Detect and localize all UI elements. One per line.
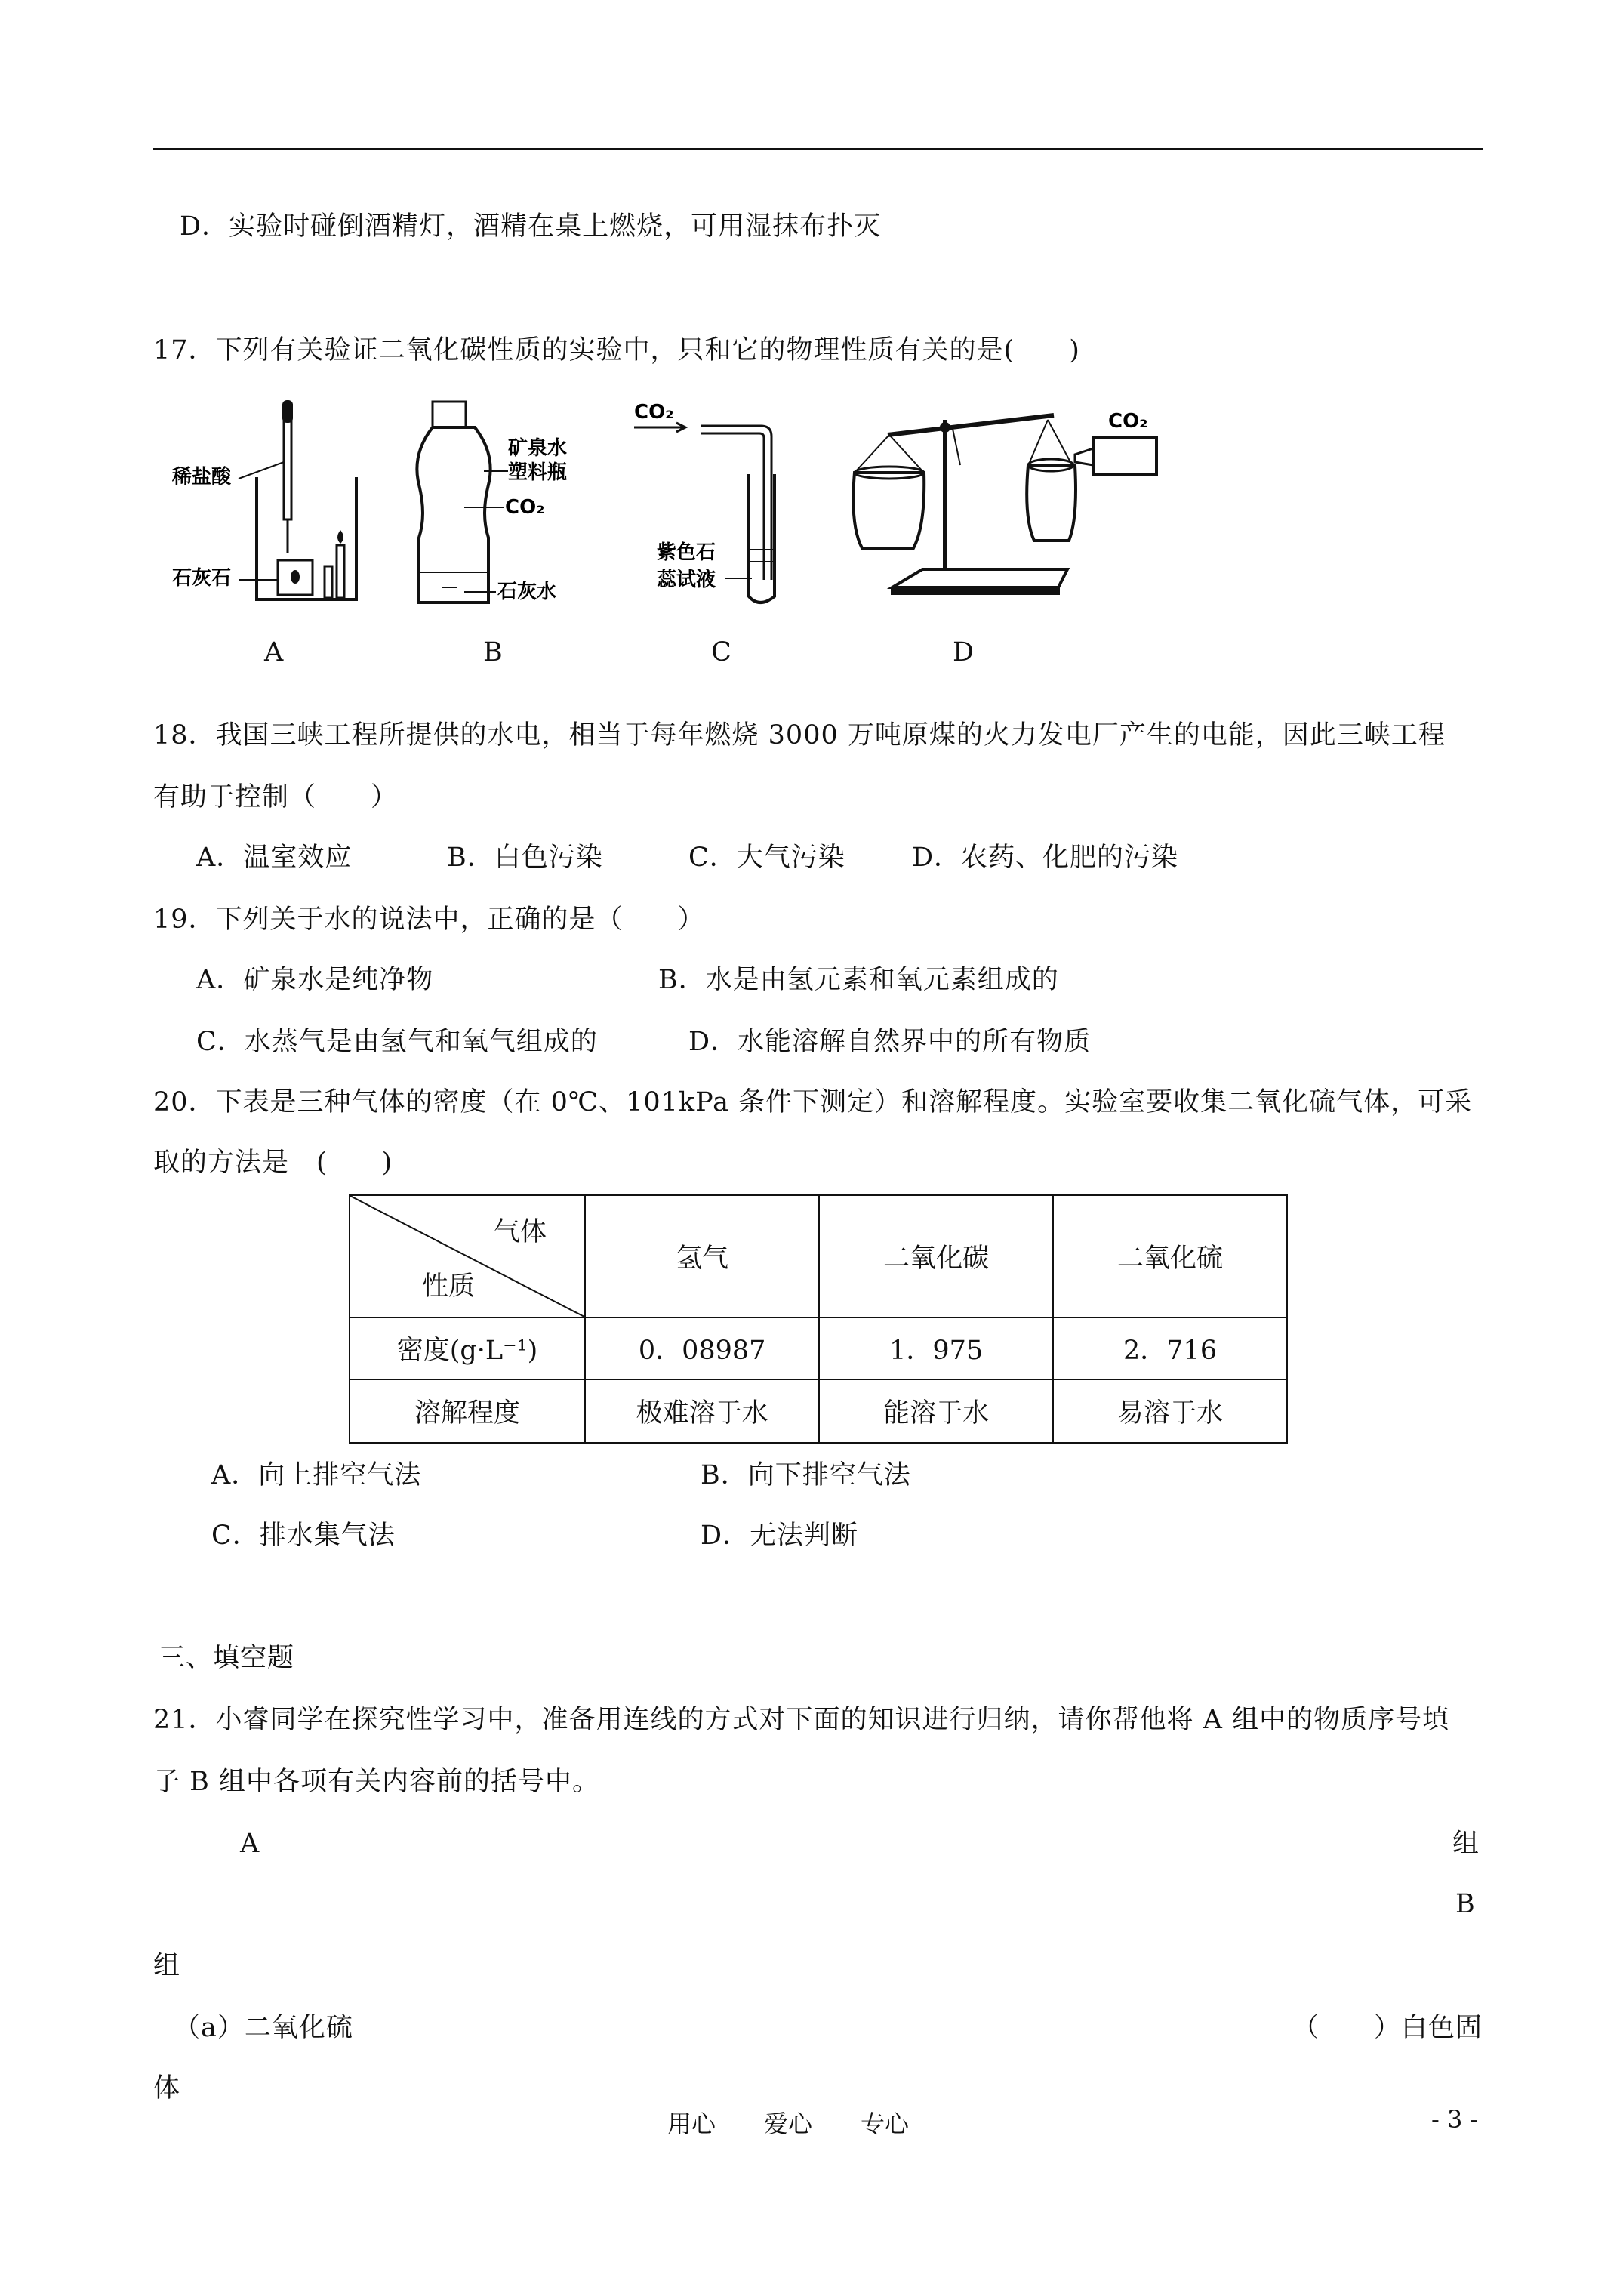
solubility-carbon-dioxide: 能溶于水 xyxy=(819,1379,1053,1443)
header-sulfur-dioxide: 二氧化硫 xyxy=(1053,1195,1287,1318)
q21-text-line1: 21．小睿同学在探究性学习中，准备用连线的方式对下面的知识进行归纳，请你帮他将 A 组中的物质序号填 xyxy=(153,1705,1450,1735)
figure-b-label-co2: CO₂ xyxy=(505,496,545,519)
gas-property-table xyxy=(349,1194,1288,1444)
q19-option-d: D．水能溶解自然界中的所有物质 xyxy=(688,1027,1092,1057)
q19-option-c: C．水蒸气是由氢气和氧气组成的 xyxy=(196,1027,598,1057)
figure-a-label-acid: 稀盐酸 xyxy=(172,466,232,488)
table-corner-cell xyxy=(350,1195,585,1318)
table-row xyxy=(350,1379,1287,1443)
figure-b-label-bottle: 塑料瓶 xyxy=(508,461,568,484)
figure-c-label-co2: CO₂ xyxy=(634,401,674,424)
header-hydrogen: 氢气 xyxy=(585,1195,819,1318)
group-b-item-continued: 体 xyxy=(153,2073,181,2103)
q18-text-line2: 有助于控制（ ） xyxy=(153,782,399,812)
group-b-item-blank: （ ）白色固 xyxy=(1292,2013,1483,2043)
solubility-hydrogen: 极难溶于水 xyxy=(585,1379,819,1443)
q19-text: 19．下列关于水的说法中，正确的是（ ） xyxy=(153,905,705,935)
figure-b-label-mineral-water: 矿泉水 xyxy=(508,437,568,460)
q20-option-d: D．无法判断 xyxy=(701,1521,859,1551)
density-sulfur-dioxide: 2．716 xyxy=(1053,1318,1287,1379)
q21-text-line2: 子 B 组中各项有关内容前的括号中。 xyxy=(153,1767,599,1797)
row-label-density: 密度(g·L⁻¹) xyxy=(350,1318,585,1379)
group-a-item-a: （a）二氧化硫 xyxy=(174,2013,353,2043)
q20-option-a: A．向上排空气法 xyxy=(211,1460,422,1490)
row-label-solubility: 溶解程度 xyxy=(350,1379,585,1443)
figure-c-label-litmus-1: 紫色石 xyxy=(657,541,716,564)
q18-option-b: B．白色污染 xyxy=(447,843,603,873)
solubility-sulfur-dioxide: 易溶于水 xyxy=(1053,1379,1287,1443)
density-carbon-dioxide: 1．975 xyxy=(819,1318,1053,1379)
figure-a-label-limestone: 石灰石 xyxy=(172,567,232,590)
section-title-fill-in: 三、填空题 xyxy=(159,1643,295,1673)
q20-text-line1: 20．下表是三种气体的密度（在 0℃、101kPa 条件下测定）和溶解程度。实验室要收集二氧化硫气体，可采 xyxy=(153,1087,1473,1117)
group-a-label: A xyxy=(240,1829,260,1859)
q20-option-b: B．向下排空气法 xyxy=(701,1460,911,1490)
q17-text: 17．下列有关验证二氧化碳性质的实验中，只和它的物理性质有关的是( ) xyxy=(153,335,1080,365)
q18-option-c: C．大气污染 xyxy=(688,843,845,873)
figure-a xyxy=(166,387,377,606)
group-b-zu: 组 xyxy=(153,1951,181,1981)
corner-label-gas: 气体 xyxy=(493,1217,547,1247)
page-number: - 3 - xyxy=(1431,2105,1479,2134)
q16-option-d: D．实验时碰倒酒精灯，酒精在桌上燃烧，可用湿抹布扑灭 xyxy=(180,211,882,242)
figure-c-label-litmus-2: 蕊试液 xyxy=(657,569,716,591)
q18-option-d: D．农药、化肥的污染 xyxy=(912,843,1179,873)
figure-caption-a: A xyxy=(264,637,284,667)
figure-b-label-limewater: 石灰水 xyxy=(497,581,557,603)
header-carbon-dioxide: 二氧化碳 xyxy=(819,1195,1053,1318)
figure-caption-b: B xyxy=(483,637,503,667)
header-rule xyxy=(153,148,1483,150)
figure-d-label-co2: CO₂ xyxy=(1108,410,1148,433)
q19-option-b: B．水是由氢元素和氧元素组成的 xyxy=(658,965,1059,995)
table-header-row xyxy=(350,1195,1287,1318)
q20-option-c: C．排水集气法 xyxy=(211,1521,396,1551)
q18-text-line1: 18．我国三峡工程所提供的水电，相当于每年燃烧 3000 万吨原煤的火力发电厂产生的电能，因此三峡工程 xyxy=(153,720,1446,750)
q20-text-line2: 取的方法是 ( ) xyxy=(153,1148,393,1178)
group-b-label: B xyxy=(1455,1889,1476,1919)
footer-motto: 用心 爱心 专心 xyxy=(667,2110,910,2138)
figure-c xyxy=(631,391,805,610)
group-a-zu: 组 xyxy=(1452,1829,1480,1859)
density-hydrogen: 0．08987 xyxy=(585,1318,819,1379)
table-row xyxy=(350,1318,1287,1379)
q18-option-a: A．温室效应 xyxy=(196,843,353,873)
q19-option-a: A．矿泉水是纯净物 xyxy=(196,965,434,995)
figure-caption-c: C xyxy=(711,637,731,667)
figure-d xyxy=(839,390,1179,609)
figure-b xyxy=(411,387,630,613)
figure-caption-d: D xyxy=(953,637,975,667)
corner-label-property: 性质 xyxy=(422,1271,476,1302)
